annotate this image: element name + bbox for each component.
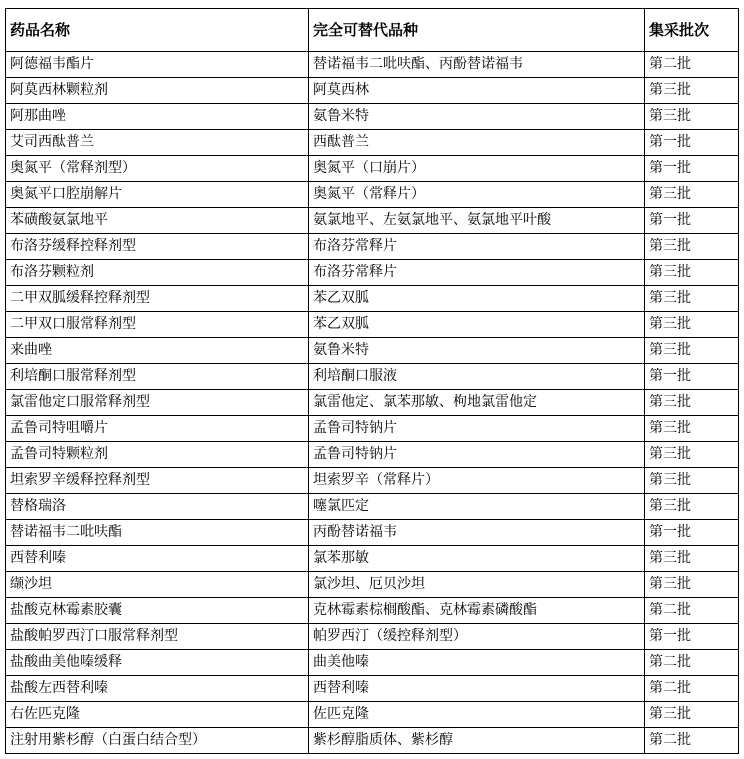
table-row: [6, 182, 739, 208]
drug-name-cell: 替格瑞洛: [6, 494, 309, 520]
table-row: [6, 702, 739, 728]
substitutes-cell: 氯苯那敏: [309, 546, 645, 572]
drug-name-cell: 利培酮口服常释剂型: [6, 364, 309, 390]
procurement-batch-cell: 第三批: [645, 312, 739, 338]
procurement-batch-cell: 第三批: [645, 260, 739, 286]
substitutes-cell: 孟鲁司特钠片: [309, 416, 645, 442]
substitutes-cell: 氨鲁米特: [309, 104, 645, 130]
drug-name-cell: 盐酸左西替利嗪: [6, 676, 309, 702]
table-row: [6, 728, 739, 754]
substitutes-cell: 奥氮平（常释片）: [309, 182, 645, 208]
drug-name-cell: 孟鲁司特颗粒剂: [6, 442, 309, 468]
procurement-batch-cell: 第一批: [645, 624, 739, 650]
table-row: [6, 416, 739, 442]
drug-name-cell: 阿莫西林颗粒剂: [6, 78, 309, 104]
table-row: [6, 468, 739, 494]
procurement-batch-cell: 第三批: [645, 416, 739, 442]
procurement-batch-cell: 第一批: [645, 364, 739, 390]
procurement-batch-cell: 第三批: [645, 494, 739, 520]
substitutes-cell: 帕罗西汀（缓控释剂型）: [309, 624, 645, 650]
procurement-batch-cell: 第三批: [645, 78, 739, 104]
table-row: [6, 104, 739, 130]
procurement-batch-cell: 第三批: [645, 546, 739, 572]
drug-name-cell: 盐酸曲美他嗪缓释: [6, 650, 309, 676]
substitutes-cell: 噻氯匹定: [309, 494, 645, 520]
substitutes-cell: 替诺福韦二吡呋酯、丙酚替诺福韦: [309, 52, 645, 78]
substitutes-cell: 布洛芬常释片: [309, 260, 645, 286]
header-substitutes: 完全可替代品种: [309, 9, 645, 52]
drug-name-cell: 替诺福韦二吡呋酯: [6, 520, 309, 546]
substitutes-cell: 丙酚替诺福韦: [309, 520, 645, 546]
substitutes-cell: 氯雷他定、氯苯那敏、枸地氯雷他定: [309, 390, 645, 416]
procurement-batch-cell: 第三批: [645, 702, 739, 728]
drug-name-cell: 注射用紫杉醇（白蛋白结合型）: [6, 728, 309, 754]
header-drug-name: 药品名称: [6, 9, 309, 52]
substitutes-cell: 氨氯地平、左氨氯地平、氨氯地平叶酸: [309, 208, 645, 234]
drug-name-cell: 奥氮平（常释剂型）: [6, 156, 309, 182]
drug-substitution-table-container: [5, 8, 739, 754]
procurement-batch-cell: 第三批: [645, 234, 739, 260]
table-row: [6, 78, 739, 104]
table-body: [6, 52, 739, 754]
procurement-batch-cell: 第二批: [645, 598, 739, 624]
table-row: [6, 676, 739, 702]
procurement-batch-cell: 第一批: [645, 520, 739, 546]
substitutes-cell: 氨鲁米特: [309, 338, 645, 364]
substitutes-cell: 布洛芬常释片: [309, 234, 645, 260]
procurement-batch-cell: 第二批: [645, 52, 739, 78]
substitutes-cell: 利培酮口服液: [309, 364, 645, 390]
table-row: [6, 286, 739, 312]
substitutes-cell: 氯沙坦、厄贝沙坦: [309, 572, 645, 598]
substitutes-cell: 奥氮平（口崩片）: [309, 156, 645, 182]
procurement-batch-cell: 第三批: [645, 572, 739, 598]
table-row: [6, 234, 739, 260]
table-row: [6, 260, 739, 286]
procurement-batch-cell: 第三批: [645, 468, 739, 494]
substitutes-cell: 紫杉醇脂质体、紫杉醇: [309, 728, 645, 754]
drug-name-cell: 盐酸克林霉素胶囊: [6, 598, 309, 624]
procurement-batch-cell: 第二批: [645, 650, 739, 676]
drug-name-cell: 二甲双口服常释剂型: [6, 312, 309, 338]
procurement-batch-cell: 第一批: [645, 130, 739, 156]
table-row: [6, 520, 739, 546]
substitutes-cell: 曲美他嗪: [309, 650, 645, 676]
drug-name-cell: 苯磺酸氨氯地平: [6, 208, 309, 234]
table-row: [6, 52, 739, 78]
drug-name-cell: 缬沙坦: [6, 572, 309, 598]
substitutes-cell: 苯乙双胍: [309, 286, 645, 312]
drug-name-cell: 坦索罗辛缓释控释剂型: [6, 468, 309, 494]
procurement-batch-cell: 第一批: [645, 208, 739, 234]
table-row: [6, 208, 739, 234]
drug-name-cell: 奥氮平口腔崩解片: [6, 182, 309, 208]
drug-name-cell: 右佐匹克隆: [6, 702, 309, 728]
table-row: [6, 130, 739, 156]
substitutes-cell: 西替利嗪: [309, 676, 645, 702]
table-row: [6, 312, 739, 338]
procurement-batch-cell: 第三批: [645, 338, 739, 364]
procurement-batch-cell: 第三批: [645, 182, 739, 208]
procurement-batch-cell: 第三批: [645, 286, 739, 312]
table-row: [6, 624, 739, 650]
table-row: [6, 390, 739, 416]
drug-name-cell: 二甲双胍缓释控释剂型: [6, 286, 309, 312]
procurement-batch-cell: 第三批: [645, 104, 739, 130]
drug-name-cell: 布洛芬颗粒剂: [6, 260, 309, 286]
table-row: [6, 494, 739, 520]
drug-name-cell: 氯雷他定口服常释剂型: [6, 390, 309, 416]
drug-substitution-table: [5, 8, 739, 754]
substitutes-cell: 佐匹克隆: [309, 702, 645, 728]
table-header-row: [6, 9, 739, 52]
procurement-batch-cell: 第三批: [645, 390, 739, 416]
drug-name-cell: 布洛芬缓释控释剂型: [6, 234, 309, 260]
table-row: [6, 650, 739, 676]
drug-name-cell: 阿德福韦酯片: [6, 52, 309, 78]
substitutes-cell: 孟鲁司特钠片: [309, 442, 645, 468]
drug-name-cell: 来曲唑: [6, 338, 309, 364]
drug-name-cell: 西替利嗪: [6, 546, 309, 572]
drug-name-cell: 阿那曲唑: [6, 104, 309, 130]
table-row: [6, 598, 739, 624]
substitutes-cell: 克林霉素棕榈酸酯、克林霉素磷酸酯: [309, 598, 645, 624]
procurement-batch-cell: 第一批: [645, 156, 739, 182]
substitutes-cell: 坦索罗辛（常释片）: [309, 468, 645, 494]
substitutes-cell: 阿莫西林: [309, 78, 645, 104]
substitutes-cell: 西酞普兰: [309, 130, 645, 156]
substitutes-cell: 苯乙双胍: [309, 312, 645, 338]
drug-name-cell: 孟鲁司特咀嚼片: [6, 416, 309, 442]
table-row: [6, 546, 739, 572]
drug-name-cell: 盐酸帕罗西汀口服常释剂型: [6, 624, 309, 650]
header-procurement-batch: 集采批次: [645, 9, 739, 52]
procurement-batch-cell: 第二批: [645, 676, 739, 702]
table-row: [6, 156, 739, 182]
procurement-batch-cell: 第二批: [645, 728, 739, 754]
procurement-batch-cell: 第三批: [645, 442, 739, 468]
table-row: [6, 364, 739, 390]
drug-name-cell: 艾司西酞普兰: [6, 130, 309, 156]
table-row: [6, 572, 739, 598]
table-row: [6, 442, 739, 468]
table-row: [6, 338, 739, 364]
